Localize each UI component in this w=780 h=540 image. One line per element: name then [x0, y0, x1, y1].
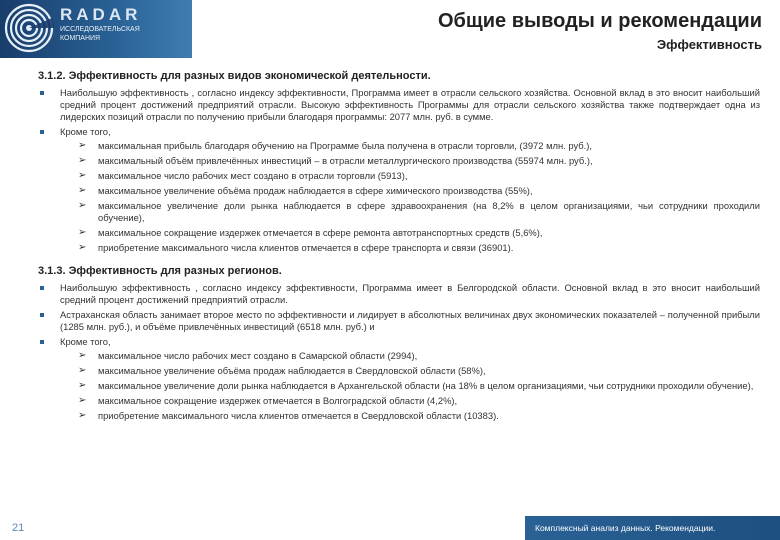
list-item: ➢ максимальное увеличение объёма продаж наблюдается в сфере химического производства (55%), — [78, 185, 533, 196]
page-footer — [0, 514, 780, 540]
brand-tagline: ИССЛЕДОВАТЕЛЬСКАЯ КОМПАНИЯ — [60, 26, 140, 42]
arrow-bullet-icon: ➢ — [78, 380, 87, 391]
page-number: 21 — [12, 522, 25, 534]
list-item: Кроме того, ➢ максимальное число рабочих мест создано в Самарской области (2994), ➢ максимальное увеличение объёма продаж наблюдается в Свердловской области (58%), ➢ максимальное увеличение доли рынка наблюдается в Архангельской области (на 18% в целом организациями, чьи сотрудники проходили обучение), ➢ максимальное сокращение издержек отмечается в Волгоградской области (4,2%), ➢ приобретение максимального числа клиентов отмечается в Свердловской области (10383). — [38, 336, 760, 422]
bullet-list — [38, 87, 760, 254]
list-item: ➢ максимальное число рабочих мест создано в отрасли торговли (5913), — [78, 170, 408, 181]
section-title-regions: 3.1.3. Эффективность для разных регионов. — [38, 265, 282, 277]
arrow-bullet-icon: ➢ — [78, 185, 87, 196]
arrow-bullet-icon: ➢ — [78, 140, 87, 151]
list-item: ➢ приобретение максимального числа клиентов отмечается в Свердловской области (10383). — [78, 410, 499, 421]
bullet-square-icon — [40, 130, 44, 134]
list-item: Наибольшую эффективность , согласно индексу эффективности, Программа имеет в Белгородской области. Основной вклад в это вносит наибольший средний процент достижений предприятий отрасли. — [38, 282, 760, 306]
bullet-square-icon — [40, 340, 44, 344]
page-subtitle: Эффективность — [656, 37, 762, 52]
radar-logo-icon — [4, 3, 54, 53]
company-logo — [0, 0, 192, 58]
arrow-list — [60, 140, 760, 254]
arrow-bullet-icon: ➢ — [78, 365, 87, 376]
arrow-bullet-icon: ➢ — [78, 410, 87, 421]
list-item: ➢ максимальное увеличение доли рынка наблюдается в сфере здравоохранения (на 8,2% в целом организациями, чьи сотрудники проходили обучение), — [78, 200, 760, 223]
section-title-industries: 3.1.2. Эффективность для разных видов экономической деятельности. — [38, 70, 431, 82]
list-item: ➢ максимальное сокращение издержек отмечается в сфере ремонта автотранспортных средств (5,6%), — [78, 227, 543, 238]
list-item: Наибольшую эффективность , согласно индексу эффективности, Программа имеет в отрасли сельского хозяйства. Основной вклад в это вносит наибольший средний процент достижений предприятий отрасли. Высокую эффективность Программы для отрасли сельского хозяйства также подтверждает одна из лидерских позиций отрасли по получению прибыли благодаря программы: 2077 млн. руб. в сумме. — [38, 87, 760, 123]
footer-caption: Комплексный анализ данных. Рекомендации. — [535, 523, 716, 533]
bullet-square-icon — [40, 286, 44, 290]
slide-content — [38, 70, 760, 425]
page-header — [0, 0, 780, 66]
bullet-square-icon — [40, 313, 44, 317]
footer-banner — [525, 516, 780, 540]
list-item: ➢ максимальное увеличение объёма продаж наблюдается в Свердловской области (58%), — [78, 365, 486, 376]
arrow-bullet-icon: ➢ — [78, 350, 87, 361]
list-item: ➢ максимальное число рабочих мест создано в Самарской области (2994), — [78, 350, 418, 361]
arrow-list — [60, 350, 760, 422]
arrow-bullet-icon: ➢ — [78, 170, 87, 181]
list-item: Астраханская область занимает второе место по эффективности и лидирует в абсолютных величинах двух экономических показателей – полученной прибыли (1285 млн. руб.), и объёме привлечённых инвестиций (6518 млн. руб.) и — [38, 309, 760, 333]
arrow-bullet-icon: ➢ — [78, 155, 87, 166]
arrow-bullet-icon: ➢ — [78, 227, 87, 238]
page-title: Общие выводы и рекомендации — [437, 10, 762, 32]
bullet-list — [38, 282, 760, 422]
list-item: Кроме того, ➢ максимальная прибыль благодаря обучению на Программе была получена в отрасли торговли, (3972 млн. руб.), ➢ максимальный объём привлечённых инвестиций – в отрасли металлургического производства (55974 млн. руб.), ➢ максимальное число рабочих мест создано в отрасли торговли (5913), ➢ максимальное увеличение объёма продаж наблюдается в сфере химического производства (55%), ➢ максимальное увеличение доли рынка наблюдается в сфере здравоохранения (на 8,2% в целом организациями, чьи сотрудники проходили обучение), ➢ максимальное сокращение издержек отмечается в сфере ремонта автотранспортных средств (5,6%), ➢ приобретение максимального числа клиентов отмечается в сфере транспорта и связи (36901). — [38, 126, 760, 254]
list-item: ➢ максимальное увеличение доли рынка наблюдается в Архангельской области (на 18% в целом организациями, чьи сотрудники проходили обучение), — [78, 380, 754, 391]
brand-name: RADAR — [60, 5, 142, 24]
list-item: ➢ максимальный объём привлечённых инвестиций – в отрасли металлургического производства (55974 млн. руб.), — [78, 155, 593, 166]
list-item: ➢ максимальная прибыль благодаря обучению на Программе была получена в отрасли торговли, (3972 млн. руб.), — [78, 140, 592, 151]
arrow-bullet-icon: ➢ — [78, 395, 87, 406]
arrow-bullet-icon: ➢ — [78, 200, 87, 211]
bullet-square-icon — [40, 91, 44, 95]
list-item: ➢ приобретение максимального числа клиентов отмечается в сфере транспорта и связи (36901). — [78, 242, 514, 253]
arrow-bullet-icon: ➢ — [78, 242, 87, 253]
list-item: ➢ максимальное сокращение издержек отмечается в Волгоградской области (4,2%), — [78, 395, 458, 406]
